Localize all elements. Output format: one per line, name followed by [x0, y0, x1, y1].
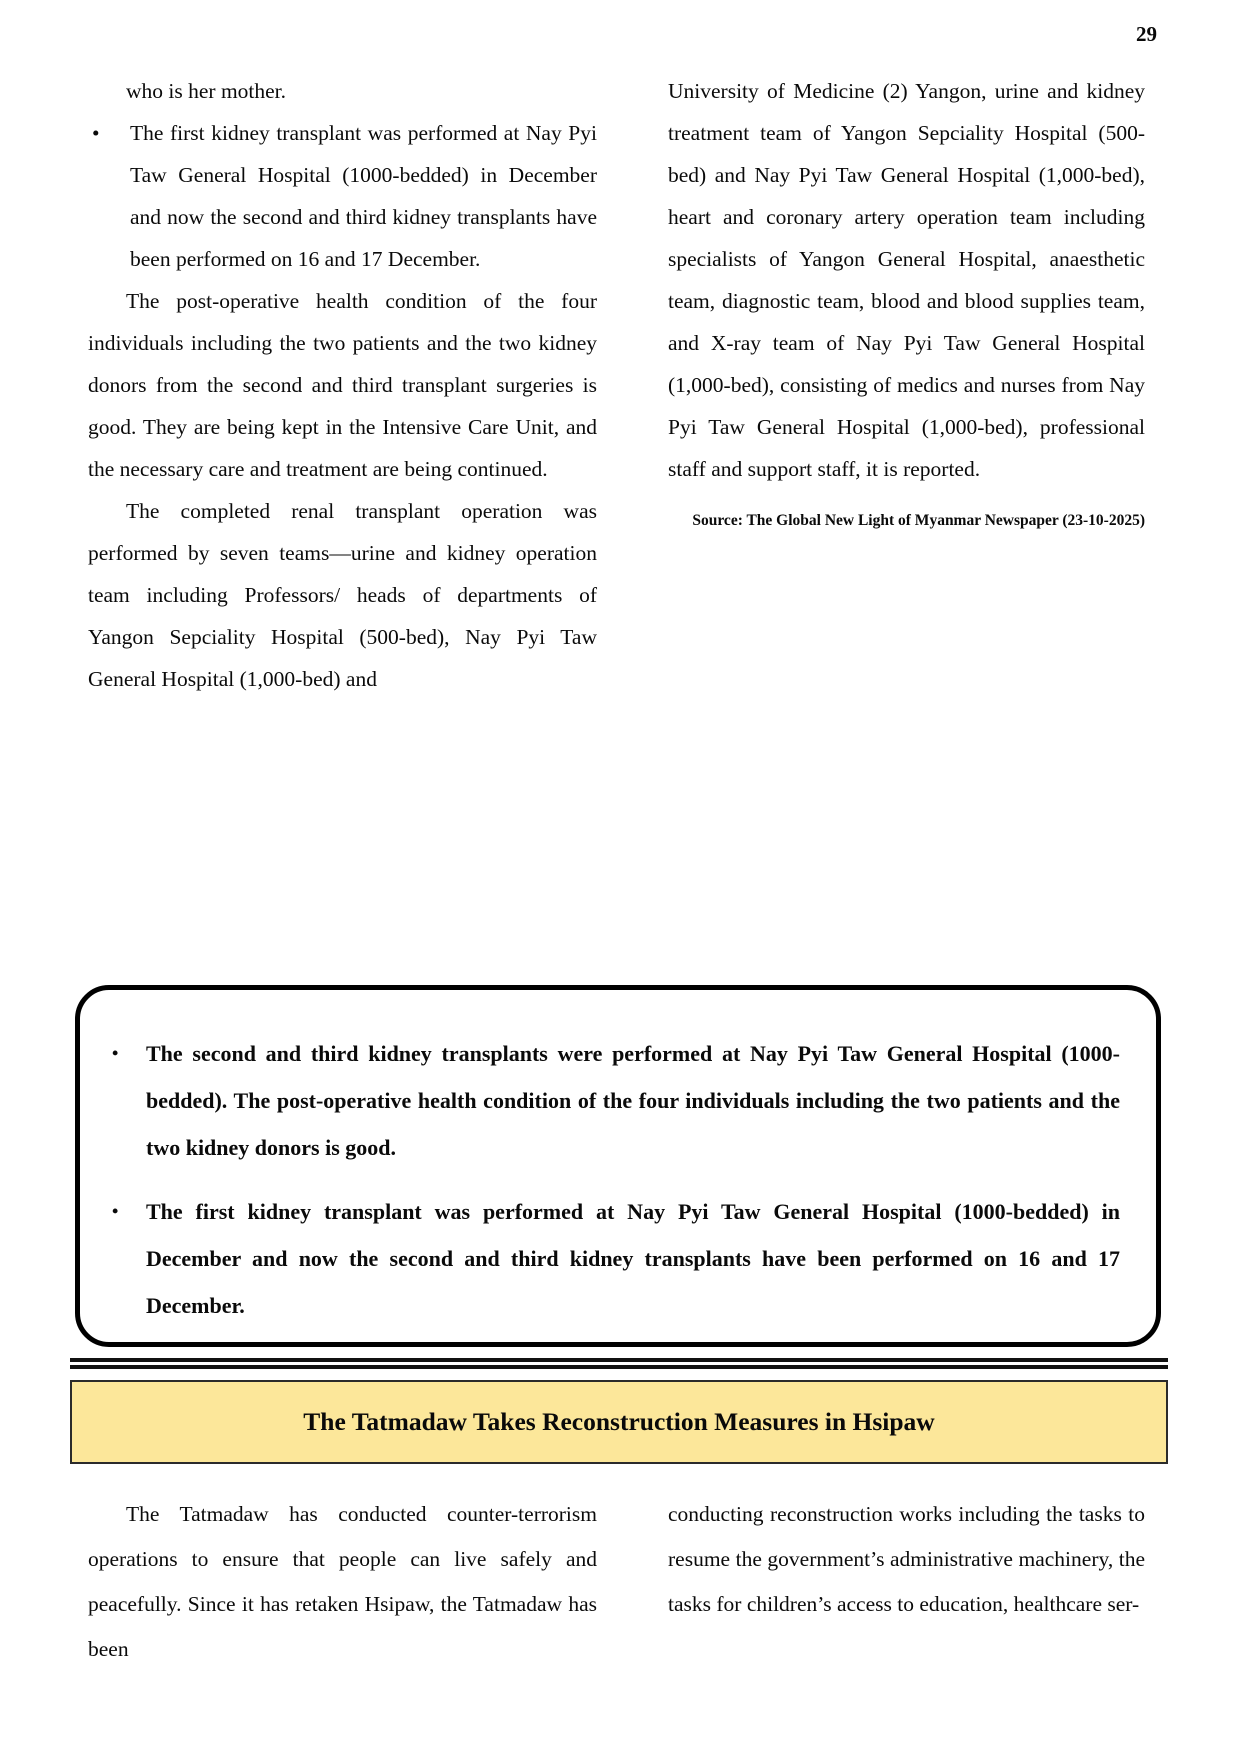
- summary-bullet-text: The first kidney transplant was performed at Nay Pyi Taw General Hospital (1000-bedded) in December and now the second and third kidney transplants have been performed on 16 and 17 December.: [146, 1199, 1120, 1318]
- tatmadaw-article-title-banner: [70, 1380, 1168, 1464]
- kidney-article-section: [88, 70, 1145, 700]
- summary-bullet-2: [106, 1188, 1120, 1329]
- kidney-article-left-column: [88, 70, 597, 700]
- bullet-icon: •: [92, 121, 100, 145]
- kidney-article-right-column: [668, 70, 1145, 700]
- paragraph-renal-teams: The completed renal transplant operation was performed by seven teams—urine and kidney operation team including Professors/ heads of departments of Yangon Sepciality Hospital (500-bed), Nay Pyi Taw General Hospital (1,000-bed) and: [88, 499, 597, 691]
- bullet-icon: •: [112, 1043, 119, 1063]
- tatmadaw-article-right-column: [668, 1492, 1145, 1672]
- page-number: 29: [1136, 22, 1157, 46]
- tatmadaw-article-section: [88, 1492, 1145, 1672]
- bullet-text: The first kidney transplant was performed at Nay Pyi Taw General Hospital (1000-bedded) in December and now the second and third kidney transplants have been performed on 16 and 17 December.: [130, 121, 597, 271]
- article-title: The Tatmadaw Takes Reconstruction Measures in Hsipaw: [303, 1407, 935, 1436]
- bullet-item-first-transplant: [88, 112, 597, 280]
- paragraph-counter-terrorism: The Tatmadaw has conducted counter-terrorism operations to ensure that people can live safely and peacefully. Since it has retaken Hsipaw, the Tatmadaw has been: [88, 1502, 597, 1661]
- paragraph-teams-continued: University of Medicine (2) Yangon, urine and kidney treatment team of Yangon Sepciality Hospital (500-bed) and Nay Pyi Taw General Hospital (1,000-bed), heart and coronary artery operation team including specialists of Yangon General Hospital, anaesthetic team, diagnostic team, blood and blood supplies team, and X-ray team of Nay Pyi Taw General Hospital (1,000-bed), consisting of medics and nurses from Nay Pyi Taw General Hospital (1,000-bed), professional staff and support staff, it is reported.: [668, 79, 1145, 481]
- summary-highlight-box: [75, 985, 1161, 1347]
- continuation-line: who is her mother.: [126, 79, 287, 103]
- tatmadaw-article-left-column: [88, 1492, 597, 1672]
- paragraph-post-operative: The post-operative health condition of the four individuals including the two patients and the two kidney donors from the second and third transplant surgeries is good. They are being kept in the Intensive Care Unit, and the necessary care and treatment are being continued.: [88, 289, 597, 481]
- summary-bullet-text: The second and third kidney transplants were performed at Nay Pyi Taw General Hospital (1000-bedded). The post-operative health condition of the four individuals including the two patients and the two kidney donors is good.: [146, 1041, 1120, 1160]
- summary-bullet-1: [106, 1030, 1120, 1171]
- section-divider-rule: [70, 1358, 1168, 1369]
- bullet-icon: •: [112, 1201, 119, 1221]
- source-attribution: Source: The Global New Light of Myanmar Newspaper (23-10-2025): [692, 512, 1145, 529]
- paragraph-reconstruction-works: conducting reconstruction works including the tasks to resume the government’s administrative machinery, the tasks for children’s access to education, healthcare ser-: [668, 1502, 1145, 1616]
